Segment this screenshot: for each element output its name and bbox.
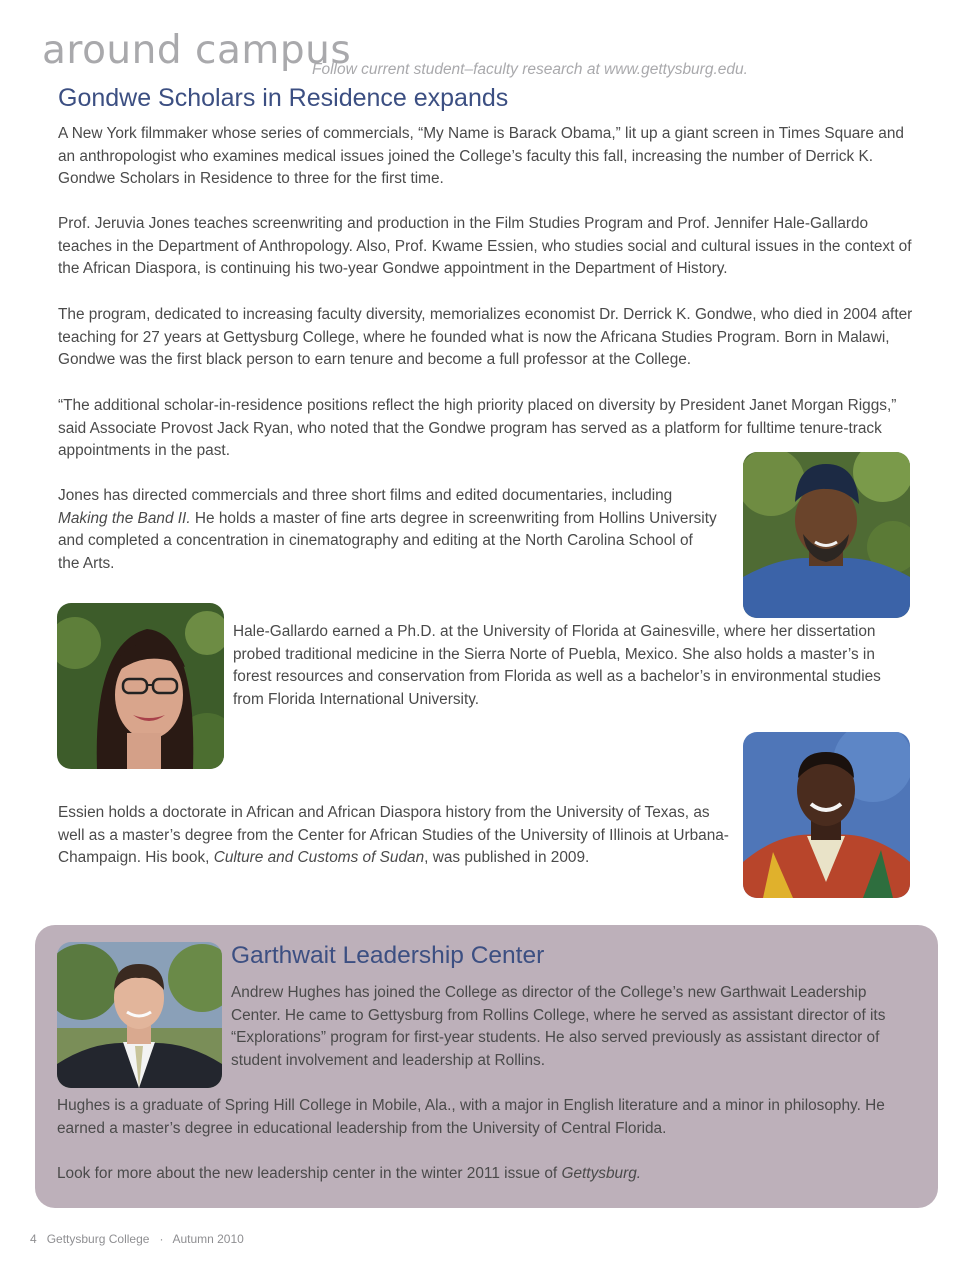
article-paragraph-faculty: Prof. Jeruvia Jones teaches screenwriting and production in the Film Studies Program and Prof. Jennifer Hale-Gallardo teaches in the Department of Anthropology. Also, Prof. Kwame Essien, who studies social and cultural issues in the context of the African Diaspora, is continuing his two-year Gondwe appointment in the Department of History. (58, 215, 912, 278)
magazine-title: Gettysburg. (561, 1165, 642, 1182)
callout-paragraph-education: Hughes is a graduate of Spring Hill College in Mobile, Ala., with a major in English literature and a minor in philosophy. He earned a master’s degree in educational leadership from the University of Central Florida. (57, 1097, 885, 1137)
issue-date: Autumn 2010 (172, 1232, 244, 1246)
article-headline: Gondwe Scholars in Residence expands (58, 84, 509, 112)
portrait-photo-jones (743, 452, 910, 618)
callout-paragraph-more (57, 1163, 917, 1186)
page-number: 4 (30, 1232, 37, 1246)
essien-text-a: Essien holds a doctorate in African and African Diaspora history from the University of Texas, as well as a master’s degree from the Center for African Studies of the University of Illinois at Urbana-Champaign. His book, (58, 804, 729, 867)
footer-separator: · (159, 1232, 164, 1246)
article-paragraph-hale-gallardo: Hale-Gallardo earned a Ph.D. at the University of Florida at Gainesville, where her dissertation probed traditional medicine in the Sierra Norte of Puebla, Mexico. She also holds a master’s in forest resources and conservation from Florida as well as a bachelor’s in environmental studies from Florida International University. (233, 623, 881, 708)
essien-book-title: Culture and Customs of Sudan (213, 849, 425, 867)
article-paragraph-quote: “The additional scholar-in-residence positions reflect the high priority placed on diversity by President Janet Morgan Riggs,” said Associate Provost Jack Ryan, who noted that the Gondwe program has served as a platform for fulltime tenure-track appointments in the past. (58, 397, 897, 460)
portrait-photo-essien (743, 732, 910, 898)
callout-title: Garthwait Leadership Center (231, 942, 545, 969)
article-paragraph-essien (58, 802, 738, 870)
jones-text-b: He holds a master of fine arts degree in screenwriting from Hollins University and completed a concentration in cinematography and editing at the North Carolina School of the Arts. (58, 509, 717, 572)
article-paragraph-program: The program, dedicated to increasing faculty diversity, memorializes economist Dr. Derrick K. Gondwe, who died in 2004 after teaching for 27 years at Gettysburg College, where he founded what is now the Africana Studies Program. Born in Malawi, Gondwe was the first black person to earn tenure and become a full professor at the College. (58, 306, 913, 369)
research-tagline: Follow current student–faculty research at www.gettysburg.edu. (312, 61, 748, 78)
page-footer (30, 1232, 244, 1246)
section-label: around campus (42, 28, 352, 73)
portrait-photo-hughes (57, 942, 222, 1088)
publication-name: Gettysburg College (46, 1232, 150, 1246)
article-paragraph-intro: A New York filmmaker whose series of commercials, “My Name is Barack Obama,” lit up a giant screen in Times Square and an anthropologist who examines medical issues joined the College’s faculty this fall, increasing the number of Derrick K. Gondwe Scholars in Residence to three for the first time. (58, 125, 904, 188)
jones-film-title: Making the Band II. (58, 509, 191, 527)
callout-paragraph-hughes: Andrew Hughes has joined the College as director of the College’s new Garthwait Leadership Center. He came to Gettysburg from Rollins College, where he served as assistant director of its “Explorations” program for first-year students. He also served previously as assistant director of student involvement and leadership at Rollins. (231, 984, 886, 1069)
essien-text-b: , was published in 2009. (424, 849, 590, 867)
callout-more-text: Look for more about the new leadership center in the winter 2011 issue of (57, 1165, 558, 1182)
article-paragraph-jones (58, 485, 718, 575)
portrait-photo-hale-gallardo (57, 603, 224, 769)
jones-text-a: Jones has directed commercials and three short films and edited documentaries, including (58, 487, 673, 504)
